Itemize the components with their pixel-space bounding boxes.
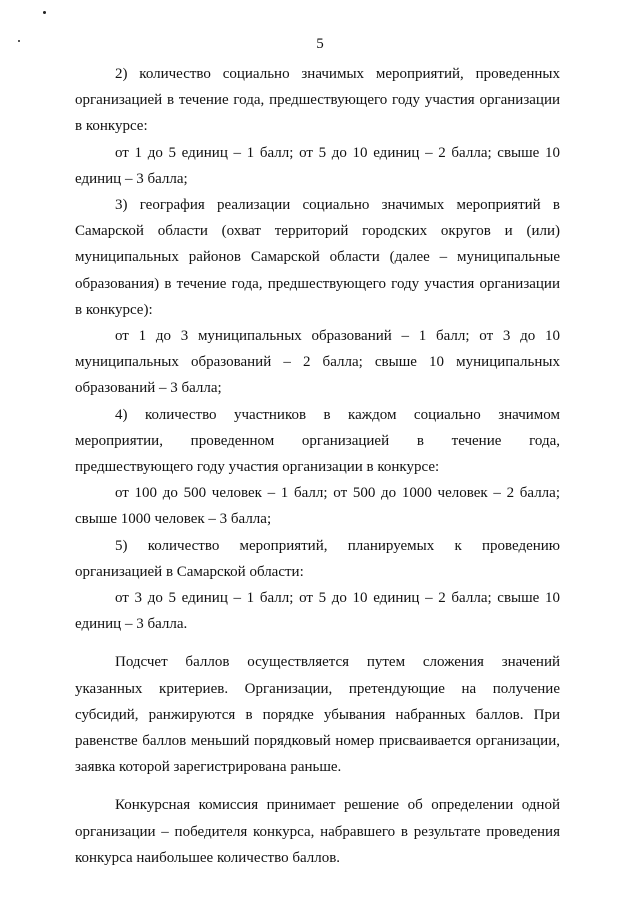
paragraph-criterion-2: 2) количество социально значимых мероприятий, проведенных организацией в течение года, предшествующего году участия организации в конкурсе: (75, 66, 560, 135)
paragraph-decision: Конкурсная комиссия принимает решение об определении одной организации – победителя конкурса, набравшего в результате проведения конкурса наибольшее количество баллов. (75, 797, 560, 866)
paragraph-scoring: Подсчет баллов осуществляется путем сложения значений указанных критериев. Организации, претендующие на получение субсидий, ранжируются в порядке убывания набранных баллов. При равенстве баллов меньший порядковый номер присваивается организации, заявка которой зарегистрирована раньше. (75, 654, 560, 776)
paragraph-criterion-2-scale: от 1 до 5 единиц – 1 балл; от 5 до 10 единиц – 2 балла; свыше 10 единиц – 3 балла; (75, 144, 560, 187)
paragraph-criterion-4: 4) количество участников в каждом социально значимом мероприятии, проведенном организацией в течение года, предшествующего году участия организации в конкурсе: (75, 406, 560, 476)
paragraph-criterion-3-scale: от 1 до 3 муниципальных образований – 1 балл; от 3 до 10 муниципальных образований – 2 балла; свыше 10 муниципальных образований – 3 балла; (75, 328, 560, 397)
scan-speck (43, 11, 46, 14)
paragraph-criterion-4-scale: от 100 до 500 человек – 1 балл; от 500 до 1000 человек – 2 балла; свыше 1000 человек – 3 балла; (75, 485, 560, 528)
paragraph-criterion-5: 5) количество мероприятий, планируемых к проведению организацией в Самарской области: (75, 537, 560, 580)
paragraph-criterion-3: 3) география реализации социально значимых мероприятий в Самарской области (охват территорий городских округов и (или) муниципальных районов Самарской области (далее – муниципальные образования) в течение года, предшествующего году участия организации в конкурсе): (75, 197, 560, 318)
page-number: 5 (316, 36, 324, 52)
document-body (75, 61, 560, 871)
paragraph-criterion-5-scale: от 3 до 5 единиц – 1 балл; от 5 до 10 единиц – 2 балла; свыше 10 единиц – 3 балла. (75, 590, 560, 633)
